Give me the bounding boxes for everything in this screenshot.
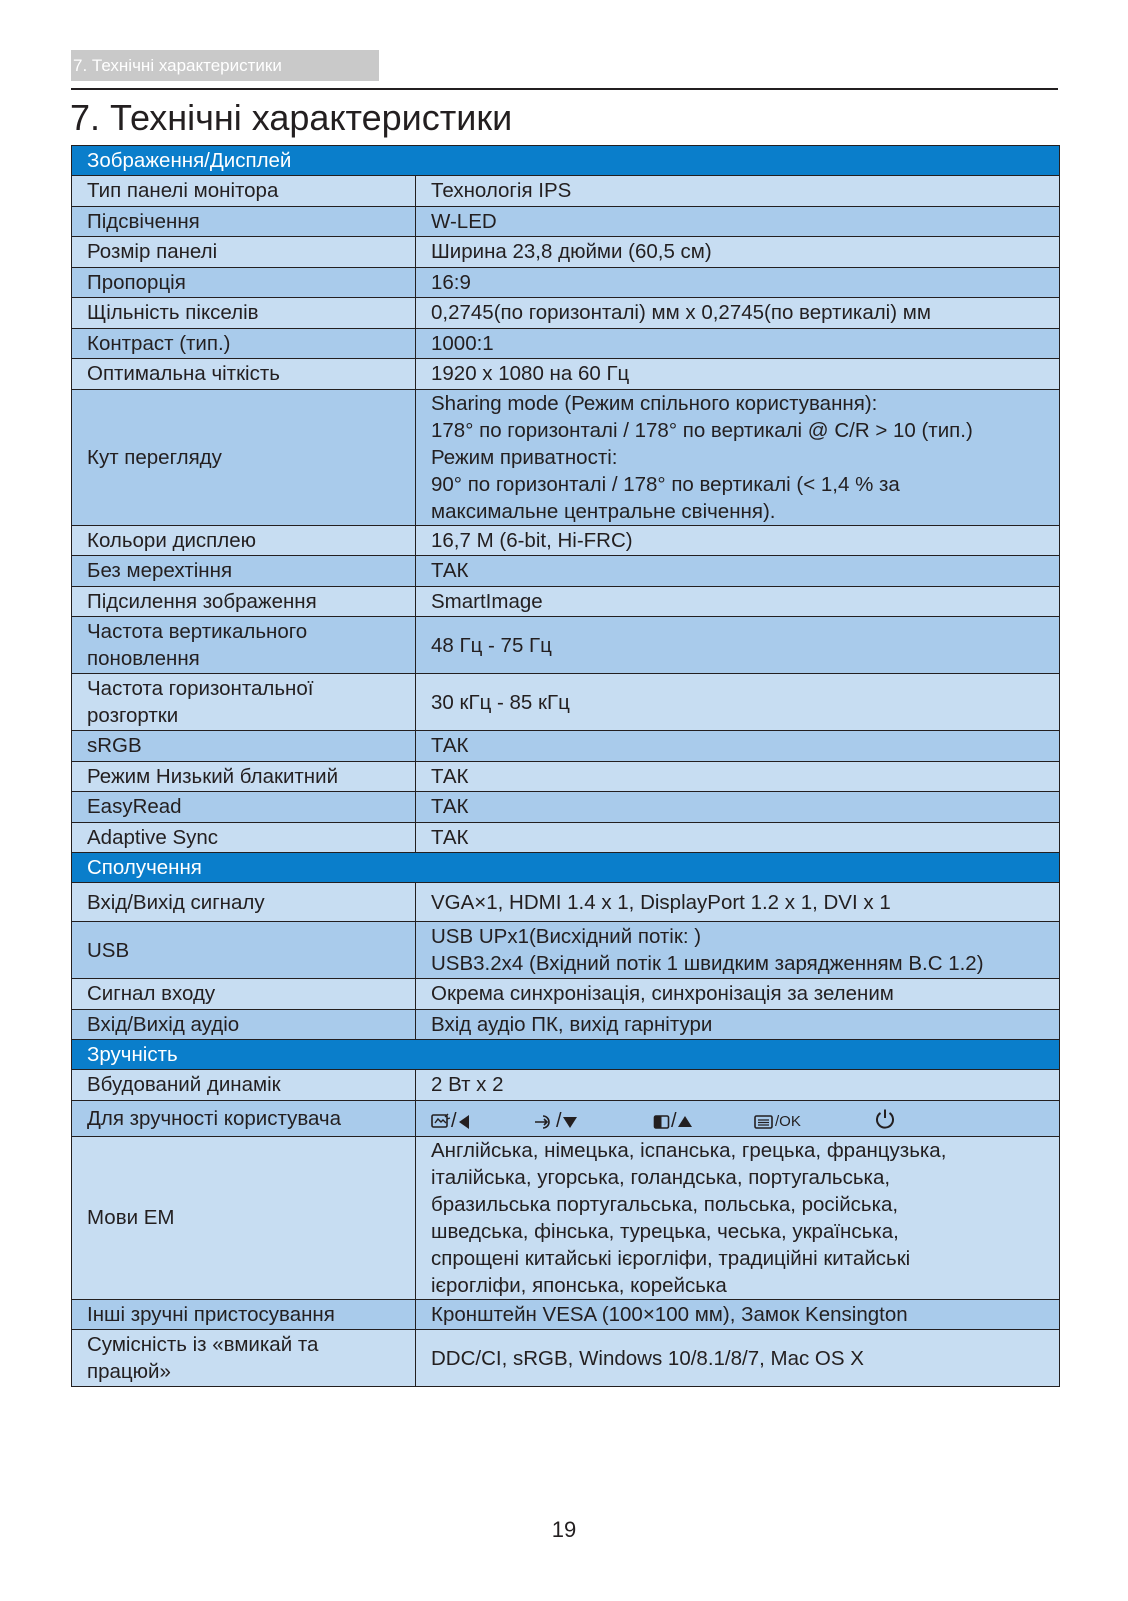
spec-label: USB <box>72 922 416 979</box>
brightness-icon <box>653 1113 671 1131</box>
spec-label: EasyRead <box>72 792 416 823</box>
section-title: Зображення/Дисплей <box>72 146 1060 176</box>
spec-label: Контраст (тип.) <box>72 328 416 359</box>
table-row <box>72 731 1060 762</box>
spec-value <box>416 922 1060 979</box>
table-row <box>72 328 1060 359</box>
value-line: спрощені китайські ієрогліфи, традиційні китайські <box>431 1246 911 1270</box>
spec-label: Вбудований динамік <box>72 1070 416 1101</box>
spec-label: Тип панелі монітора <box>72 176 416 207</box>
spec-value <box>416 1136 1060 1299</box>
spec-value: 16:9 <box>416 267 1060 298</box>
spec-value: 1920 x 1080 на 60 Гц <box>416 359 1060 390</box>
spec-value: SmartImage <box>416 586 1060 617</box>
spec-value: Окрема синхронізація, синхронізація за зеленим <box>416 979 1060 1010</box>
spec-label: Без мерехтіння <box>72 556 416 587</box>
spec-label: Кут перегляду <box>72 389 416 525</box>
table-row <box>72 822 1060 853</box>
table-row <box>72 922 1060 979</box>
table-row <box>72 237 1060 268</box>
spec-label: Вхід/Вихід аудіо <box>72 1009 416 1040</box>
spec-label: Підсилення зображення <box>72 586 416 617</box>
spec-value: VGA×1, HDMI 1.4 x 1, DisplayPort 1.2 x 1, DVI x 1 <box>416 883 1060 922</box>
control-menu-ok <box>754 1108 801 1135</box>
table-row <box>72 586 1060 617</box>
table-row <box>72 359 1060 390</box>
table-row <box>72 176 1060 207</box>
section-title: Зручність <box>72 1040 1060 1070</box>
value-line: італійська, угорська, голандська, португальська, <box>431 1165 891 1189</box>
table-row <box>72 206 1060 237</box>
section-header-connectivity <box>72 853 1060 883</box>
spec-value: W-LED <box>416 206 1060 237</box>
osd-controls <box>431 1103 1059 1133</box>
label-line: розгортки <box>87 704 179 727</box>
value-line: 178° по горизонталі / 178° по вертикалі @ C/R > 10 (тип.) <box>431 418 973 442</box>
section-header-convenience <box>72 1040 1060 1070</box>
value-line: USB3.2x4 (Вхідний потік 1 швидким зарядженням B.C 1.2) <box>431 952 984 975</box>
spec-value: DDC/CI, sRGB, Windows 10/8.1/8/7, Mac OS X <box>416 1330 1060 1387</box>
spec-value: ТАК <box>416 556 1060 587</box>
table-row <box>72 525 1060 556</box>
table-row <box>72 1299 1060 1330</box>
up-triangle-icon <box>677 1114 693 1130</box>
table-row <box>72 674 1060 731</box>
spec-value: ТАК <box>416 731 1060 762</box>
control-brightness-up <box>653 1108 693 1135</box>
value-line: Англійська, німецька, іспанська, грецька, французька, <box>431 1138 947 1162</box>
table-row <box>72 1009 1060 1040</box>
spec-value: 48 Гц - 75 Гц <box>416 617 1060 674</box>
spec-label: Для зручності користувача <box>72 1100 416 1136</box>
spec-value: 16,7 M (6-bit, Hi-FRC) <box>416 525 1060 556</box>
left-triangle-icon <box>457 1114 471 1130</box>
spec-value: 0,2745(по горизонталі) мм x 0,2745(по вертикалі) мм <box>416 298 1060 329</box>
spec-label: Вхід/Вихід сигналу <box>72 883 416 922</box>
control-power <box>874 1108 896 1130</box>
menu-icon <box>754 1113 774 1131</box>
spec-label: Мови ЕМ <box>72 1136 416 1299</box>
table-row <box>72 267 1060 298</box>
control-separator: / <box>671 1110 677 1132</box>
table-row <box>72 792 1060 823</box>
control-smartimage-left <box>431 1108 471 1135</box>
spec-value-controls <box>416 1100 1060 1136</box>
power-icon <box>874 1108 896 1130</box>
spec-label: Оптимальна чіткість <box>72 359 416 390</box>
spec-label: Щільність пікселів <box>72 298 416 329</box>
spec-label: Розмір панелі <box>72 237 416 268</box>
spec-label: Кольори дисплею <box>72 525 416 556</box>
spec-label: Підсвічення <box>72 206 416 237</box>
control-ok-label: /OK <box>775 1113 801 1130</box>
value-line: Sharing mode (Режим спільного користування): <box>431 391 878 415</box>
table-row <box>72 761 1060 792</box>
section-header-display <box>72 146 1060 176</box>
value-line: 90° по горизонталі / 178° по вертикалі (< 1,4 % за <box>431 472 900 496</box>
spec-value: 2 Вт x 2 <box>416 1070 1060 1101</box>
value-line: бразильська португальська, польська, російська, <box>431 1192 899 1216</box>
control-input-down <box>534 1108 578 1135</box>
spec-value: Кронштейн VESA (100×100 мм), Замок Kensington <box>416 1299 1060 1330</box>
smartimage-icon <box>431 1113 451 1131</box>
header-rule <box>71 88 1058 90</box>
table-row <box>72 1330 1060 1387</box>
spec-value: 30 кГц - 85 кГц <box>416 674 1060 731</box>
table-row <box>72 617 1060 674</box>
spec-value: ТАК <box>416 761 1060 792</box>
spec-value <box>416 389 1060 525</box>
page-number: 19 <box>551 1517 577 1542</box>
spec-value: Ширина 23,8 дюйми (60,5 см) <box>416 237 1060 268</box>
value-line: максимальне центральне свічення). <box>431 499 776 523</box>
label-line: працюй» <box>87 1360 171 1383</box>
section-title: Сполучення <box>72 853 1060 883</box>
control-separator: / <box>556 1110 562 1132</box>
table-row <box>72 1136 1060 1299</box>
spec-value: 1000:1 <box>416 328 1060 359</box>
spec-label: Інші зручні пристосування <box>72 1299 416 1330</box>
spec-label <box>72 617 416 674</box>
label-line: Частота горизонтальної <box>87 677 314 700</box>
spec-label <box>72 674 416 731</box>
table-row <box>72 1070 1060 1101</box>
spec-value: Технологія IPS <box>416 176 1060 207</box>
down-triangle-icon <box>562 1114 578 1130</box>
spec-value: ТАК <box>416 792 1060 823</box>
spec-label: Adaptive Sync <box>72 822 416 853</box>
spec-table <box>71 145 1060 1387</box>
control-separator: / <box>451 1110 457 1132</box>
spec-label: Пропорція <box>72 267 416 298</box>
spec-value: ТАК <box>416 822 1060 853</box>
label-line: Частота вертикального <box>87 620 308 643</box>
label-line: Сумісність із «вмикай та <box>87 1333 319 1356</box>
value-line: шведська, фінська, турецька, чеська, українська, <box>431 1219 899 1243</box>
table-row <box>72 389 1060 525</box>
table-row <box>72 979 1060 1010</box>
spec-label: Режим Низький блакитний <box>72 761 416 792</box>
table-row <box>72 298 1060 329</box>
spec-value: Вхід аудіо ПК, вихід гарнітури <box>416 1009 1060 1040</box>
table-row <box>72 883 1060 922</box>
spec-label: sRGB <box>72 731 416 762</box>
table-row <box>72 1100 1060 1136</box>
spec-label <box>72 1330 416 1387</box>
input-icon <box>534 1113 556 1131</box>
running-header-tab: 7. Технічні характеристики <box>71 50 379 81</box>
spec-label: Сигнал входу <box>72 979 416 1010</box>
value-line: USB UPx1(Висхідний потік: ) <box>431 925 702 948</box>
value-line: Режим приватності: <box>431 445 618 469</box>
value-line: ієрогліфи, японська, корейська <box>431 1273 727 1297</box>
table-row <box>72 556 1060 587</box>
page-title: 7. Технічні характеристики <box>70 97 513 138</box>
label-line: поновлення <box>87 647 200 670</box>
